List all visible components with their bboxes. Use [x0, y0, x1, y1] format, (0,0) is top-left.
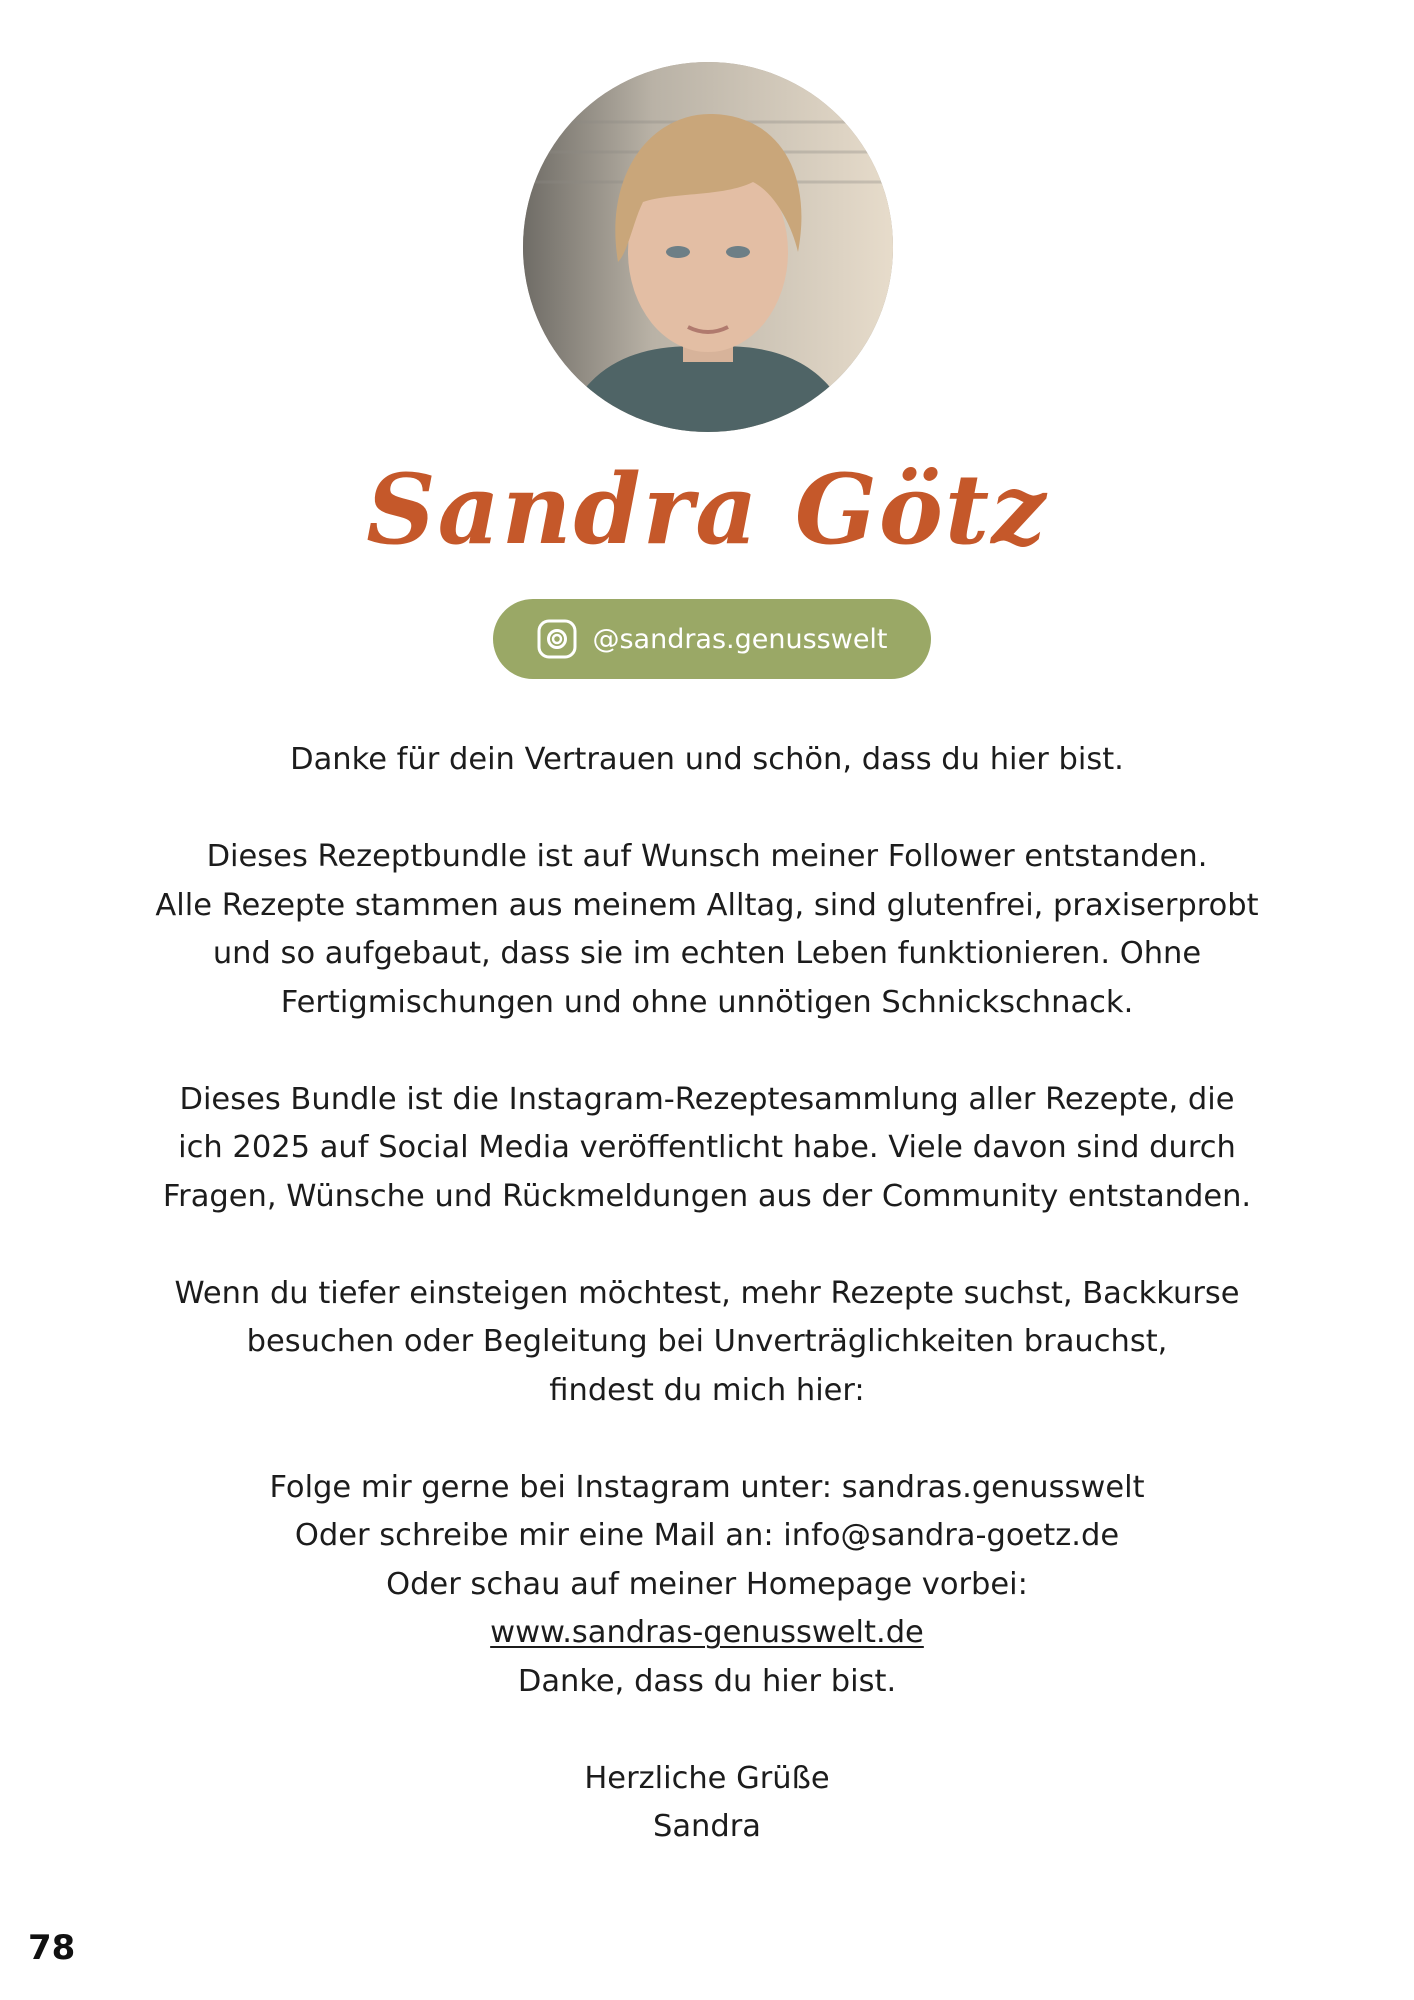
page-number: 78	[28, 1928, 76, 1968]
text-line: findest du mich hier:	[549, 1372, 865, 1408]
paragraph-find-me	[60, 1270, 1354, 1416]
text-line: ich 2025 auf Social Media veröffentlicht habe. Viele davon sind durch	[178, 1130, 1236, 1165]
text-line: Dieses Rezeptbundle ist auf Wunsch meiner Follower entstanden.	[206, 839, 1208, 874]
text-line: Wenn du tiefer einsteigen möchtest, mehr Rezepte suchst, Backkurse	[174, 1275, 1240, 1311]
letter-body	[60, 736, 1354, 1900]
author-portrait-photo	[523, 62, 893, 432]
author-name-title: Sandra Götz	[366, 453, 1048, 566]
paragraph-welcome	[60, 736, 1354, 785]
paragraph-closing	[60, 1755, 1354, 1852]
paragraph-about-bundle	[60, 833, 1354, 1027]
closing-signature: Sandra	[653, 1809, 761, 1844]
paragraph-collection	[60, 1076, 1354, 1222]
instagram-icon	[536, 618, 578, 660]
closing-greeting: Herzliche Grüße	[584, 1760, 830, 1796]
text-line: und so aufgebaut, dass sie im echten Leben funktionieren. Ohne	[212, 936, 1202, 971]
homepage-link[interactable]: www.sandras-genusswelt.de	[490, 1615, 924, 1650]
email-contact-line: Oder schreibe mir eine Mail an: info@sandra-goetz.de	[294, 1518, 1120, 1553]
text-line: Fragen, Wünsche und Rückmeldungen aus der Community entstanden.	[162, 1178, 1252, 1214]
instagram-handle-badge[interactable]	[493, 599, 931, 679]
instagram-handle-text: @sandras.genusswelt	[592, 623, 888, 655]
instagram-contact-line: Folge mir gerne bei Instagram unter: sandras.genusswelt	[269, 1469, 1145, 1505]
text-line: Fertigmischungen und ohne unnötigen Schnickschnack.	[280, 984, 1134, 1020]
thanks-line: Danke, dass du hier bist.	[517, 1663, 897, 1699]
text-line: besuchen oder Begleitung bei Unverträglichkeiten brauchst,	[246, 1324, 1168, 1359]
homepage-contact-line: Oder schau auf meiner Homepage vorbei:	[386, 1566, 1028, 1602]
text-line: Danke für dein Vertrauen und schön, dass du hier bist.	[290, 742, 1124, 777]
text-line: Dieses Bundle ist die Instagram-Rezeptesammlung aller Rezepte, die	[179, 1081, 1235, 1117]
text-line: Alle Rezepte stammen aus meinem Alltag, sind glutenfrei, praxiserprobt	[155, 887, 1259, 923]
paragraph-contact	[60, 1464, 1354, 1707]
